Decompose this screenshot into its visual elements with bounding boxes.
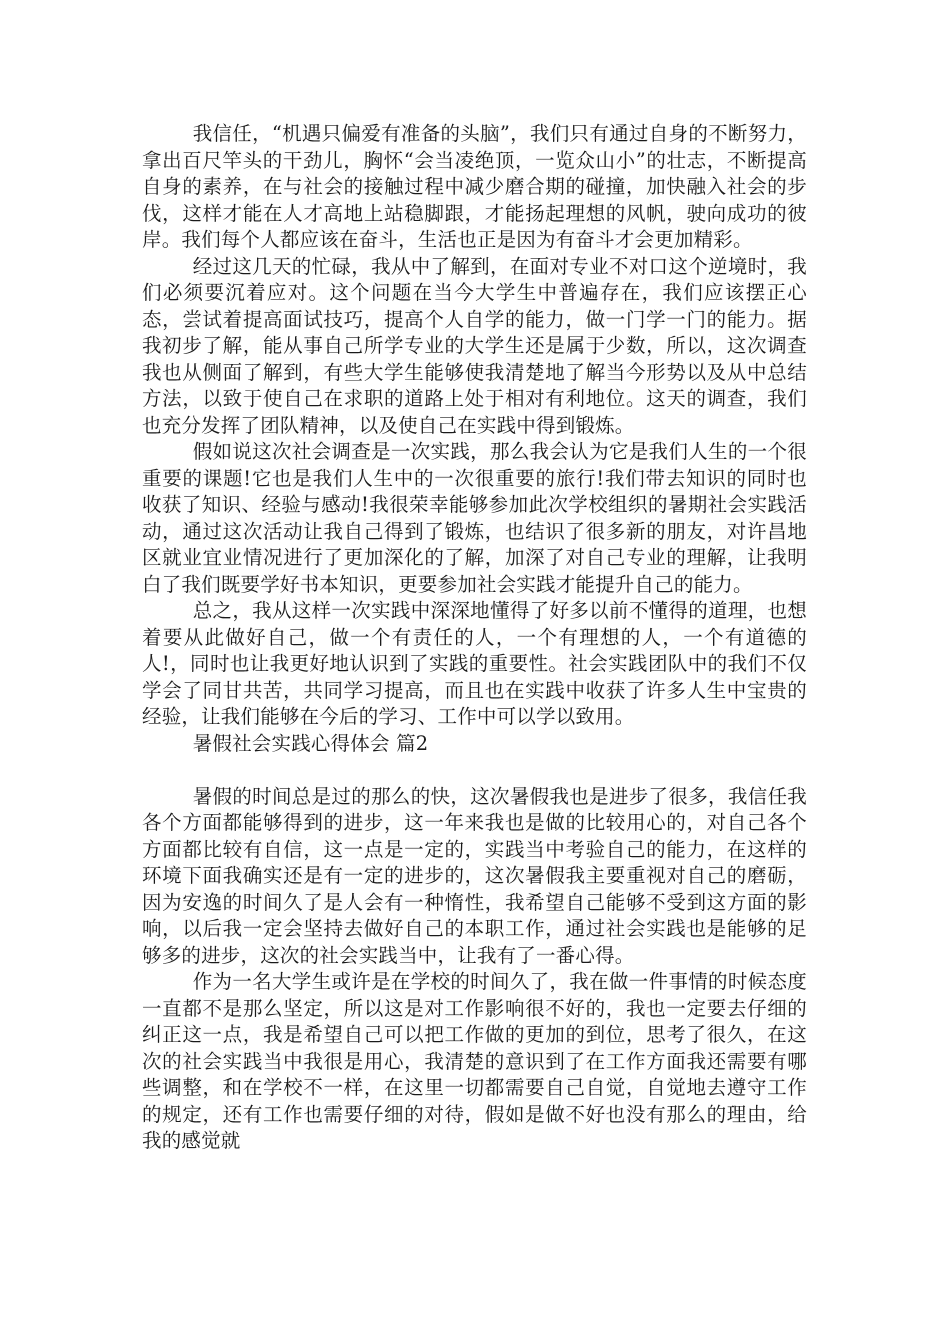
section-heading: 暑假社会实践心得体会 篇2	[192, 731, 429, 755]
paragraph-5: 暑假的时间总是过的那么的快，这次暑假我也是进步了很多，我信任我各个方面都能够得到的进步，这一年来我也是做的比较用心的，对自己各个方面都比较有自信，这一点是一定的，实践当中考验自己的能力，在这样的环境下面我确实还是有一定的进步的，这次暑假我主要重视对自己的磨砺，因为安逸的时间久了是人会有一种惰性，我希望自己能够不受到这方面的影响，以后我一定会坚持去做好自己的本职工作，通过社会实践也是能够的足够多的进步，这次的社会实践当中，让我有了一番心得。	[142, 784, 807, 967]
paragraph-4: 总之，我从这样一次实践中深深地懂得了好多以前不懂得的道理，也想着要从此做好自己，做一个有责任的人，一个有理想的人，一个有道德的人!，同时也让我更好地认识到了实践的重要性。社会实践团队中的我们不仅学会了同甘共苦，共同学习提高，而且也在实践中收获了许多人生中宝贵的经验，让我们能够在今后的学习、工作中可以学以致用。	[142, 599, 807, 728]
paragraph-3: 假如说这次社会调查是一次实践，那么我会认为它是我们人生的一个很重要的课题!它也是我们人生中的一次很重要的旅行!我们带去知识的同时也收获了知识、经验与感动!我很荣幸能够参加此次学校组织的暑期社会实践活动，通过这次活动让我自己得到了锻炼，也结识了很多新的朋友，对许昌地区就业宜业情况进行了更加深化的了解，加深了对自己专业的理解，让我明白了我们既要学好书本知识，更要参加社会实践才能提升自己的能力。	[142, 440, 807, 596]
paragraph-6: 作为一名大学生或许是在学校的时间久了，我在做一件事情的时候态度一直都不是那么坚定，所以这是对工作影响很不好的，我也一定要去仔细的纠正这一点，我是希望自己可以把工作做的更加的到位，思考了很久，在这次的社会实践当中我很是用心，我清楚的意识到了在工作方面我还需要有哪些调整，和在学校不一样，在这里一切都需要自己自觉，自觉地去遵守工作的规定，还有工作也需要仔细的对待，假如是做不好也没有那么的理由，给我的感觉就	[142, 970, 807, 1152]
paragraph-1: 我信任，“机遇只偏爱有准备的头脑”，我们只有通过自身的不断努力，拿出百尺竿头的干劲儿，胸怀“会当凌绝顶，一览众山小”的壮志，不断提高自身的素养，在与社会的接触过程中减少磨合期的碰撞，加快融入社会的步伐，这样才能在人才高地上站稳脚跟，才能扬起理想的风帆，驶向成功的彼岸。我们每个人都应该在奋斗，生活也正是因为有奋斗才会更加精彩。	[142, 122, 807, 251]
paragraph-2: 经过这几天的忙碌，我从中了解到，在面对专业不对口这个逆境时，我们必须要沉着应对。这个问题在当今大学生中普遍存在，我们应该摆正心态，尝试着提高面试技巧，提高个人自学的能力，做一门学一门的能力。据我初步了解，能从事自己所学专业的大学生还是属于少数，所以，这次调查我也从侧面了解到，有些大学生能够使我清楚地了解当今形势以及从中总结方法，以致于使自己在求职的道路上处于相对有利地位。这天的调查，我们也充分发挥了团队精神，以及使自己在实践中得到锻炼。	[142, 254, 807, 437]
document-body	[142, 121, 807, 1155]
